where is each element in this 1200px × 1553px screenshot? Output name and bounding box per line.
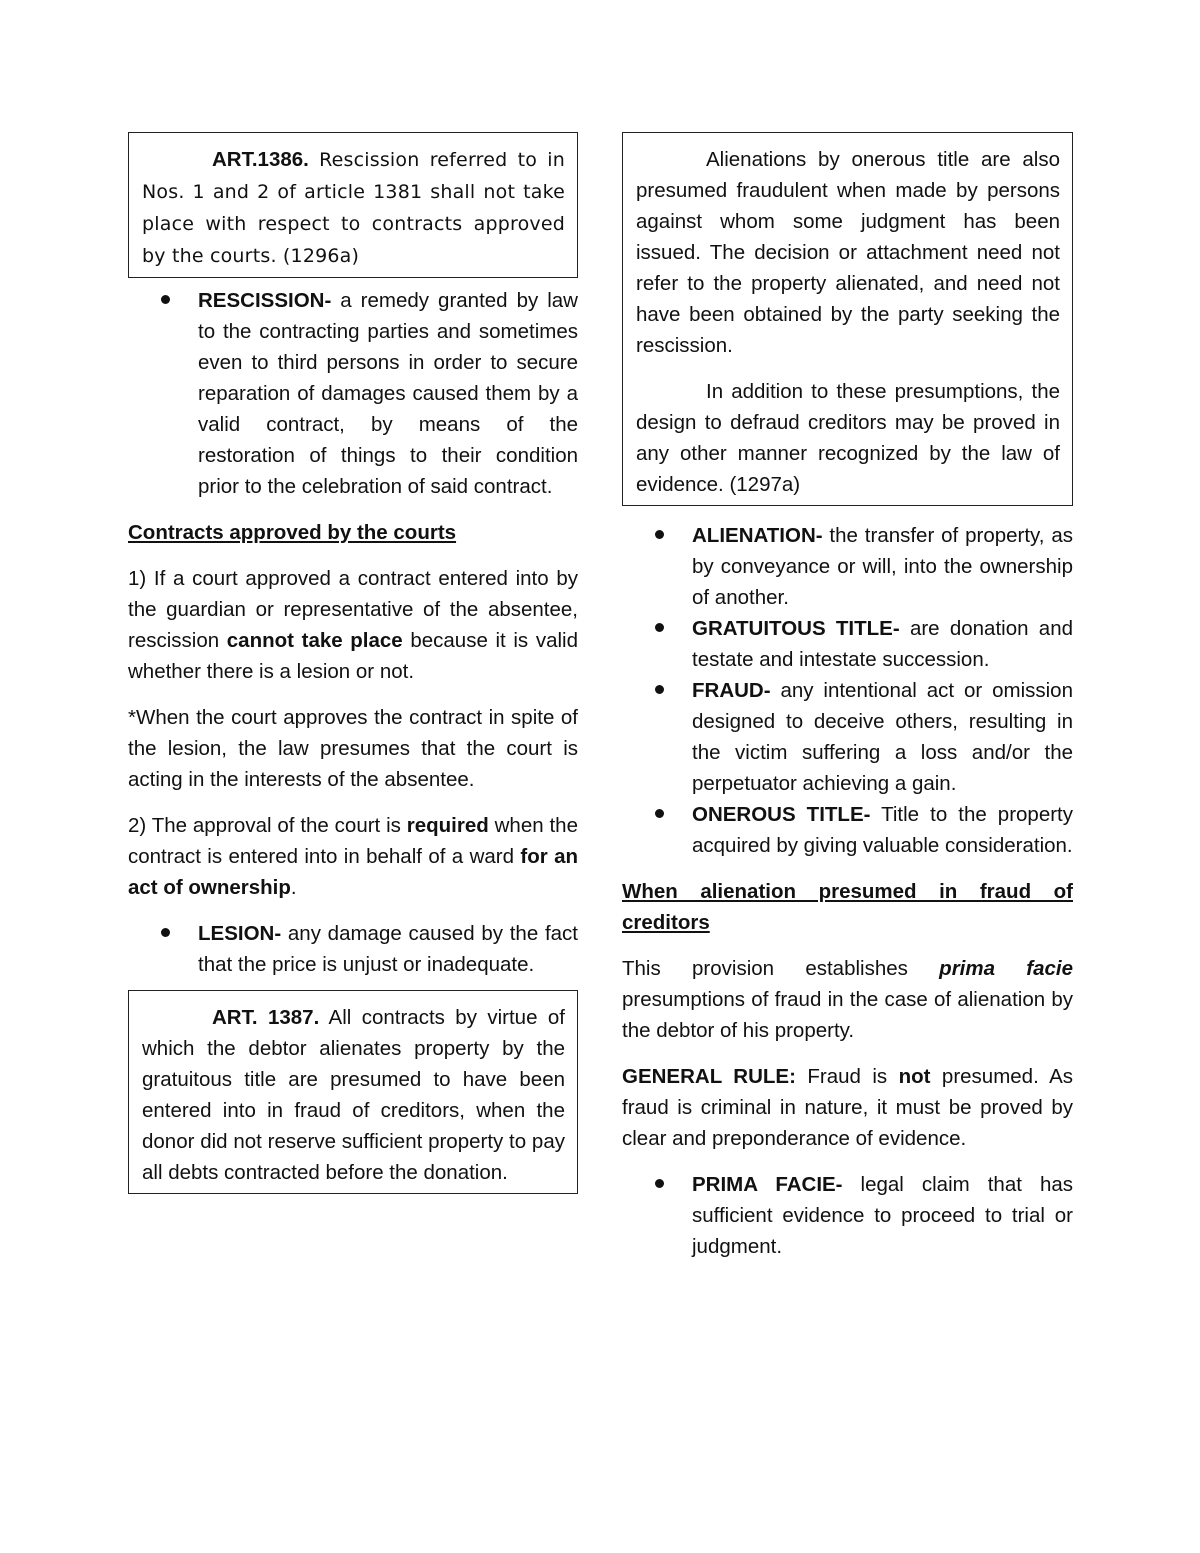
list-item	[128, 918, 578, 980]
paragraph-lesion-note: *When the court approves the contract in spite of the lesion, the law presumes that the court is acting in the interests of the absentee.	[128, 706, 578, 791]
article-1386-label: ART.1386.	[212, 148, 309, 171]
list-item	[622, 799, 1073, 861]
left-column	[128, 132, 578, 1194]
rescission-definition-list	[128, 285, 578, 502]
definition-text: a remedy granted by law to the contracting parties and sometimes even to third persons in order to secure reparation of damages caused them by a valid contract, by means of the restoration of things to their condition prior to the celebration of said contract.	[198, 289, 578, 498]
definition-text: any damage caused by the fact that the price is unjust or inadequate.	[198, 922, 578, 976]
section-heading-contracts-approved: Contracts approved by the courts	[128, 521, 457, 544]
article-1387-text: ART. 1387. All contracts by virtue of which the debtor alienates property by the gratuitous title are presumed to have been entered into in fraud of creditors, when the donor did not reserve sufficient property to pay all debts contracted before the donation.	[142, 1006, 565, 1184]
list-item	[622, 1169, 1073, 1262]
definitions-list	[622, 520, 1073, 861]
definition-text: are donation and testate and intestate succession.	[692, 617, 1073, 671]
onerous-title-presumption-box	[622, 132, 1073, 506]
definition-term: PRIMA FACIE-	[692, 1173, 843, 1196]
definition-text: the transfer of property, as by conveyance or will, into the ownership of another.	[692, 524, 1073, 609]
paragraph-prima-facie-provision: This provision establishes prima facie presumptions of fraud in the case of alienation by the debtor of his property.	[622, 957, 1073, 1042]
article-1387-label: ART. 1387.	[212, 1006, 320, 1029]
definition-term: ALIENATION-	[692, 524, 823, 547]
definition-term: GRATUITOUS TITLE-	[692, 617, 900, 640]
article-1386-text: ART.1386. Rescission referred to in Nos. 1 and 2 of article 1381 shall not take place with respect to contracts approved by the courts. (1296a)	[142, 148, 565, 267]
box-paragraph-evidence: In addition to these presumptions, the design to defraud creditors may be proved in any other manner recognized by the law of evidence. (1297a)	[636, 380, 1060, 496]
right-column	[622, 132, 1073, 1277]
definition-text: legal claim that has sufficient evidence to proceed to trial or judgment.	[692, 1173, 1073, 1258]
lesion-definition-list	[128, 918, 578, 980]
paragraph-court-approved-contract: 1) If a court approved a contract entered into by the guardian or representative of the absentee, rescission cannot take place because it is valid whether there is a lesion or not.	[128, 567, 578, 683]
definition-term: FRAUD-	[692, 679, 771, 702]
article-1387-box	[128, 990, 578, 1194]
definition-text: any intentional act or omission designed to deceive others, resulting in the victim suffering a loss and/or the perpetuator achieving a gain.	[692, 679, 1073, 795]
list-item	[622, 613, 1073, 675]
general-rule-label: GENERAL RULE:	[622, 1065, 796, 1088]
paragraph-court-approval-required: 2) The approval of the court is required when the contract is entered into in behalf of a ward for an act of ownership.	[128, 814, 578, 899]
list-item	[128, 285, 578, 502]
box-paragraph-onerous: Alienations by onerous title are also presumed fraudulent when made by persons against whom some judgment has been issued. The decision or attachment need not refer to the property alienated, and need not have been obtained by the party seeking the rescission.	[636, 148, 1060, 357]
article-1386-box	[128, 132, 578, 278]
list-item	[622, 675, 1073, 799]
definition-term: LESION-	[198, 922, 282, 945]
paragraph-general-rule: GENERAL RULE: Fraud is not presumed. As fraud is criminal in nature, it must be proved by clear and preponderance of evidence.	[622, 1065, 1074, 1150]
definition-term: RESCISSION-	[198, 289, 332, 312]
prima-facie-definition-list	[622, 1169, 1073, 1262]
list-item	[622, 520, 1073, 613]
definition-text: Title to the property acquired by giving valuable consideration.	[692, 803, 1073, 857]
section-heading-alienation-fraud: When alienation presumed in fraud of creditors	[622, 880, 1073, 934]
definition-term: ONEROUS TITLE-	[692, 803, 871, 826]
